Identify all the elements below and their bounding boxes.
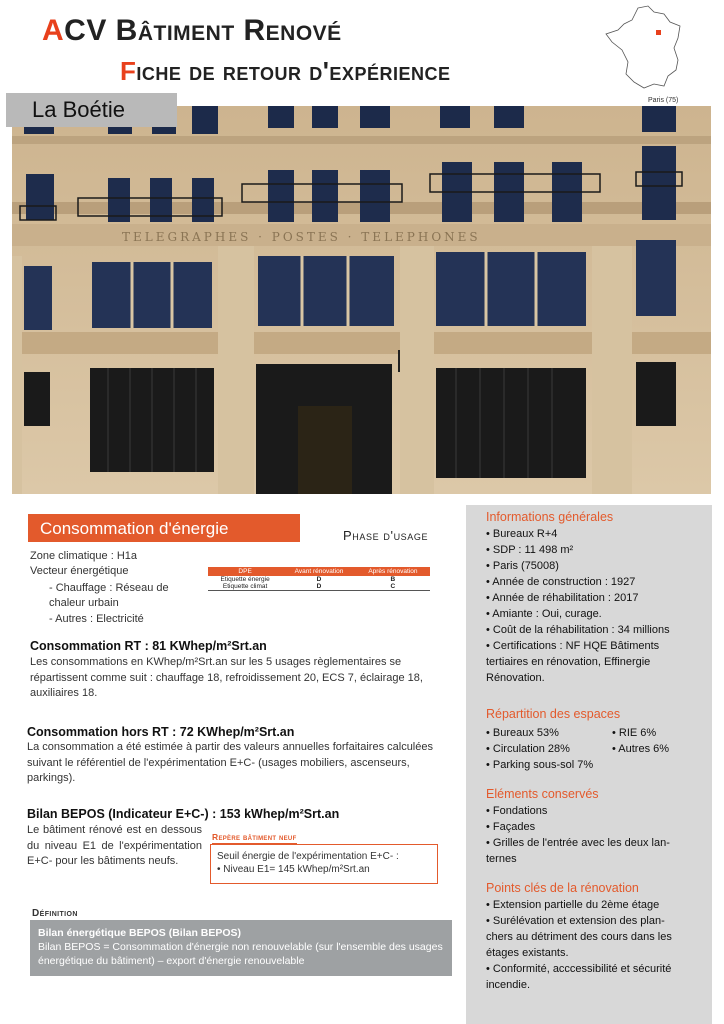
- list-item: • Surélévation et extension des plan-: [486, 915, 665, 927]
- dpe-header: Avant rénovation: [282, 567, 356, 576]
- dpe-header: DPE: [208, 567, 282, 576]
- list-item: • RIE 6%: [612, 727, 657, 739]
- dpe-cell: Etiquette énergie: [220, 576, 270, 583]
- subtitle-initial: F: [120, 56, 137, 86]
- list-item: • Paris (75008): [486, 560, 559, 572]
- spaces-title: Répartition des espaces: [486, 707, 621, 721]
- list-item: • SDP : 11 498 m²: [486, 544, 574, 556]
- document-subtitle: [120, 56, 450, 87]
- phase-label: Phase d'usage: [343, 528, 429, 543]
- hors-rt-text: La consommation a été estimée à partir des valeurs annuelles forfaitaires calculées suivant le référentiel de l'expérimentation E+C- (usages mobiliers, ascenseurs, parkings).: [27, 741, 433, 784]
- repere-line: • Niveau E1= 145 kWhep/m²Srt.an: [217, 864, 370, 875]
- list-item: ternes: [486, 853, 517, 865]
- facade-inscription: TELEGRAPHES · POSTES · TELEPHONES: [122, 230, 481, 244]
- keypoints-title: Points clés de la rénovation: [486, 881, 639, 895]
- list-item: • Bureaux R+4: [486, 528, 558, 540]
- map-label: Paris (75): [648, 97, 679, 104]
- bepos-title: Bilan BEPOS (Indicateur E+C-) : 153 kWhep/m²Srt.an: [27, 807, 340, 821]
- subtitle-text: iche de retour d'expérience: [136, 56, 451, 86]
- document-title: [42, 14, 342, 48]
- keypoints-list: [486, 897, 672, 993]
- france-map-icon: [604, 4, 688, 92]
- repere-title: Repère bâtiment neuf: [212, 832, 297, 842]
- dpe-cell: C: [356, 583, 430, 591]
- list-item: • Année de construction : 1927: [486, 576, 636, 588]
- dpe-cell: D: [316, 576, 322, 583]
- list-item: • Extension partielle du 2ème étage: [486, 899, 660, 911]
- dpe-header: Après rénovation: [356, 567, 430, 576]
- definition-title: Définition: [32, 908, 78, 919]
- other-vector: - Autres : Electricité: [49, 613, 144, 625]
- facade-illustration: [12, 106, 711, 494]
- list-item: • Façades: [486, 821, 536, 833]
- list-item: • Conformité, acccessibilité et sécurité: [486, 963, 672, 975]
- list-item: tertiaires en rénovation, Effinergie: [486, 656, 651, 668]
- info-title: Informations générales: [486, 510, 614, 524]
- list-item: • Coût de la réhabilitation : 34 millions: [486, 624, 670, 636]
- kept-list: [486, 803, 670, 867]
- list-item: • Autres 6%: [612, 743, 670, 755]
- table-row: [208, 583, 430, 591]
- energy-section-title: Consommation d'énergie: [28, 514, 300, 542]
- bepos-text: Le bâtiment rénové est en dessous du niveau E1 de l'expérimentation E+C- pour les bâtiments neufs.: [27, 824, 202, 867]
- energy-vector-label: Vecteur énergétique: [30, 565, 129, 577]
- project-name: La Boétie: [6, 93, 177, 127]
- list-item: chers au détriment des cours dans les: [486, 931, 672, 943]
- kept-title: Eléments conservés: [486, 787, 599, 801]
- rt-consumption-title: Consommation RT : 81 KWhep/m²Srt.an: [30, 639, 267, 653]
- list-item: • Bureaux 53%: [486, 727, 559, 739]
- title-initial: A: [42, 14, 65, 47]
- list-item: • Année de réhabilitation : 2017: [486, 592, 639, 604]
- dpe-cell: D: [282, 583, 356, 591]
- list-item: • Grilles de l'entrée avec les deux lan-: [486, 837, 670, 849]
- info-list: [486, 526, 670, 686]
- heating-vector: - Chauffage : Réseau de chaleur urbain: [49, 582, 169, 609]
- dpe-cell: B: [390, 576, 396, 583]
- paris-marker: [656, 30, 661, 35]
- repere-line: Seuil énergie de l'expérimentation E+C- :: [217, 851, 399, 862]
- list-item: Rénovation.: [486, 672, 545, 684]
- hors-rt-title: Consommation hors RT : 72 KWhep/m²Srt.an: [27, 725, 295, 739]
- list-item: • Circulation 28%: [486, 743, 570, 755]
- list-item: • Certifications : NF HQE Bâtiments: [486, 640, 660, 652]
- definition-text: Bilan BEPOS = Consommation d'énergie non renouvelable (sur l'ensemble des usages énergétique du bâtiment) – export d'énergie renouvelable: [38, 941, 443, 967]
- definition-term: Bilan énergétique BEPOS (Bilan BEPOS): [38, 927, 242, 939]
- list-item: • Parking sous-sol 7%: [486, 759, 594, 771]
- climate-zone: Zone climatique : H1a: [30, 550, 137, 562]
- list-item: étages existants.: [486, 947, 569, 959]
- list-item: • Amiante : Oui, curage.: [486, 608, 602, 620]
- definition-box: [30, 920, 452, 976]
- rt-consumption-text: Les consommations en KWhep/m²Srt.an sur les 5 usages règlementaires se répartissent comme suit : chauffage 18, refroidissement 20, ECS 7, éclairage 18, auxiliaires 18.: [30, 656, 423, 699]
- title-text: CV Bâtiment Renové: [64, 14, 342, 47]
- list-item: • Fondations: [486, 805, 548, 817]
- table-row: [208, 576, 430, 583]
- dpe-table: [208, 567, 430, 591]
- dpe-cell: Etiquette climat: [208, 583, 282, 591]
- list-item: incendie.: [486, 979, 531, 991]
- building-photo: [12, 106, 711, 494]
- repere-box: [210, 844, 438, 884]
